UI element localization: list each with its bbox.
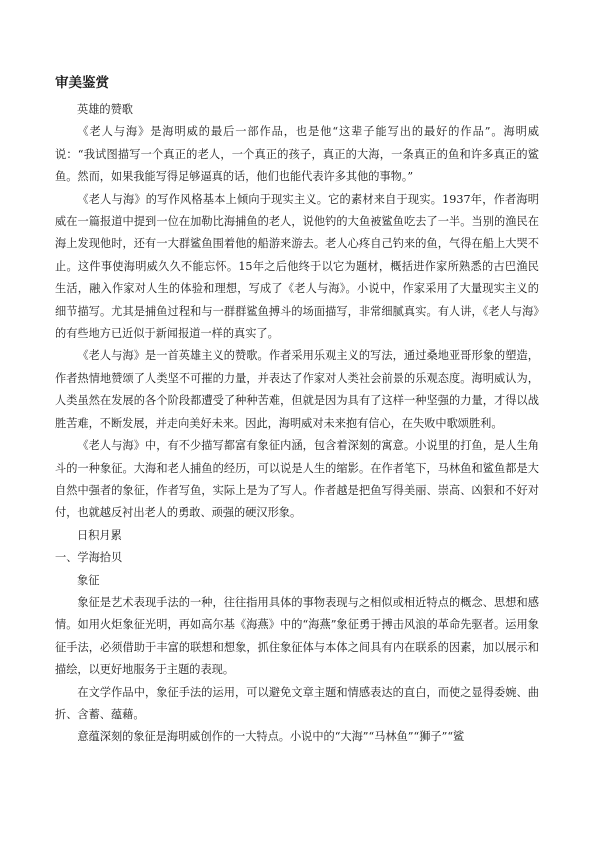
- paragraph: 在文学作品中，象征手法的运用，可以避免文章主题和情感表达的直白，而使之显得委婉、曲折、含蓄、蕴藉。: [55, 685, 539, 721]
- article-subtitle: 英雄的赞歌: [77, 103, 133, 116]
- part-one-heading: 一、学海拾贝: [55, 551, 123, 565]
- paragraph: 《老人与海》中，有不少描写都富有象征内涵，包含着深刻的寓意。小说里的打鱼，是人生角斗的一种象征。大海和老人捕鱼的经历，可以说是人生的缩影。在作者笔下，马林鱼和鲨鱼都是大自然中强者的象征，作者写鱼，实际上是为了写人。作者越是把鱼写得美丽、崇高、凶狠和不好对付，也就越反衬出老人的勇敢、顽强的硬汉形象。: [55, 439, 539, 520]
- paragraph: 《老人与海》是一首英雄主义的赞歌。作者采用乐观主义的写法，通过桑地亚哥形象的塑造，作者热情地赞颂了人类坚不可摧的力量，并表达了作家对人类社会前景的乐观态度。海明威认为，人类虽然在发展的各个阶段都遭受了种种苦难，但就是因为具有了这样一种坚强的力量，才得以战胜苦难，不断发展，并走向美好未来。因此，海明威对未来抱有信心，在失败中歌颂胜利。: [55, 349, 539, 430]
- paragraph: 意蕴深刻的象征是海明威创作的一大特点。小说中的“大海”“马林鱼”“狮子”“鲨: [77, 730, 465, 744]
- paragraph: 象征是艺术表现手法的一种，往往指用具体的事物表现与之相似或相近特点的概念、思想和感情。如用火炬象征光明，再如高尔基《海燕》中的“海燕”象征勇于搏击风浪的革命先驱者。运用象征手法，必须借助于丰富的联想和想象，抓住象征体与本体之间具有内在联系的因素，加以展示和描绘，以更好地服务于主题的表现。: [55, 595, 539, 677]
- paragraph: 《老人与海》是海明威的最后一部作品，也是他“这辈子能写出的最好的作品”。海明威说：“我试图描写一个真正的老人，一个真正的孩子，真正的大海，一条真正的鱼和许多真正的鲨鱼。然而，如果我能写得足够逼真的话，他们也能代表许多其他的事物。”: [55, 125, 539, 184]
- term-heading: 象征: [77, 573, 100, 587]
- accumulation-label: 日积月累: [77, 528, 122, 542]
- document-body: [55, 71, 539, 749]
- section-title: 审美鉴赏: [55, 75, 109, 91]
- paragraph: 《老人与海》的写作风格基本上倾向于现实主义。它的素材来自于现实。1937年，作者海明威在一篇报道中提到一位在加勒比海捕鱼的老人，说他钓的大鱼被鲨鱼吃去了一半。当别的渔民在海上发现他时，还有一大群鲨鱼围着他的船游来游去。老人心疼自己钓来的鱼，气得在船上大哭不止。这件事使海明威久久不能忘怀。15年之后他终于以它为题材，概括进作家所熟悉的古巴渔民生活，融入作家对人生的体验和理想，写成了《老人与海》。小说中，作家采用了大量现实主义的细节描写。尤其是捕鱼过程和与一群群鲨鱼搏斗的场面描写，非常细腻真实。有人讲，《老人与海》的有些地方已近似于新闻报道一样的真实了。: [55, 192, 539, 341]
